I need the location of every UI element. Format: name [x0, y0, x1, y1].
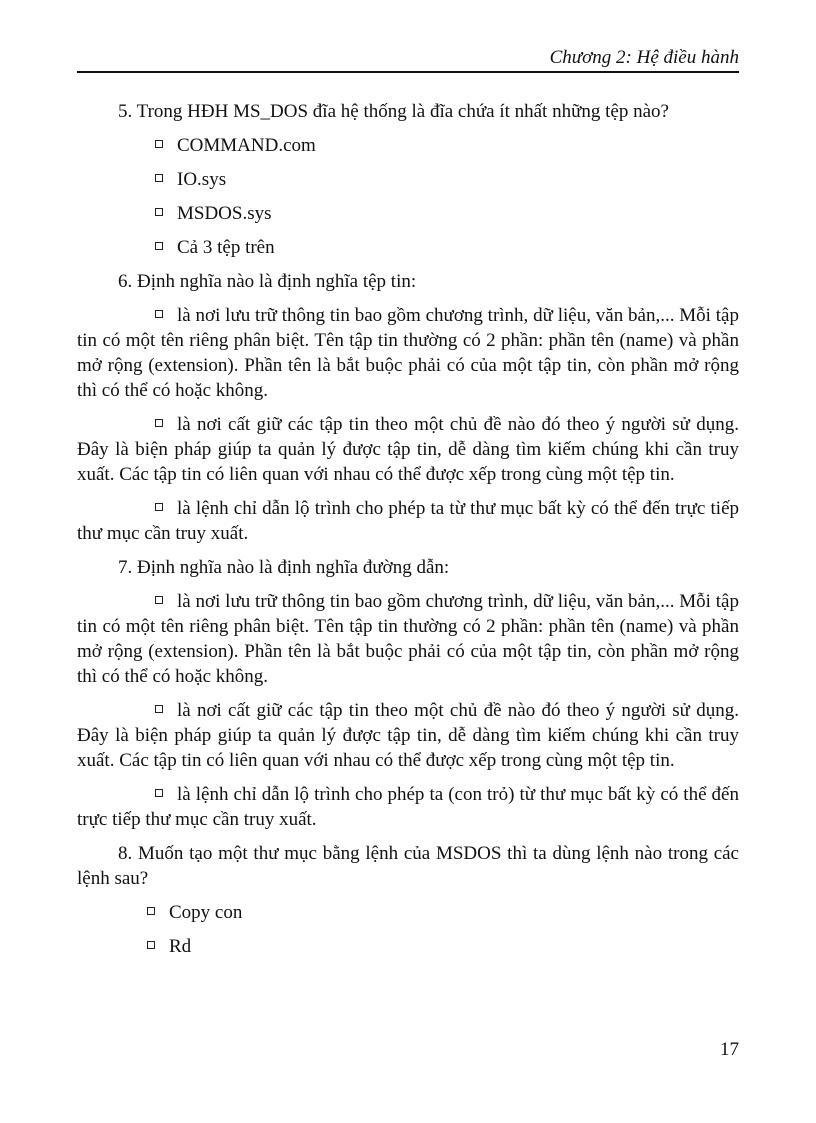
header-divider	[77, 71, 739, 73]
q8-option-2[interactable]: Rd	[77, 934, 739, 959]
q5-option-2[interactable]: IO.sys	[77, 167, 739, 192]
q7-option-1[interactable]: là nơi lưu trữ thông tin bao gồm chương trình, dữ liệu, văn bản,... Mỗi tập tin có một tên riêng phân biệt. Tên tập tin thường có 2 phần: phần tên (name) và phần mở rộng (extension). Phần tên là bắt buộc phải có của một tập tin, còn phần mở rộng thì có thể có hoặc không.	[77, 591, 739, 687]
question-7: 7. Định nghĩa nào là định nghĩa đường dẫn:	[118, 557, 450, 578]
checkbox-icon	[155, 596, 163, 604]
q7-option-3[interactable]: là lệnh chỉ dẫn lộ trình cho phép ta (con trỏ) từ thư mục bất kỳ có thể đến trực tiếp thư mục cần truy xuất.	[77, 784, 739, 830]
page-number: 17	[720, 1039, 739, 1060]
checkbox-icon	[155, 174, 163, 182]
question-5: 5. Trong HĐH MS_DOS đĩa hệ thống là đĩa chứa ít nhất những tệp nào?	[118, 101, 669, 122]
question-8: 8. Muốn tạo một thư mục bằng lệnh của MSDOS thì ta dùng lệnh nào trong các lệnh sau?	[77, 843, 739, 889]
q5-option-4[interactable]: Cả 3 tệp trên	[77, 235, 739, 260]
checkbox-icon	[155, 503, 163, 511]
page-content	[77, 99, 739, 968]
q7-option-2[interactable]: là nơi cất giữ các tập tin theo một chủ đề nào đó theo ý người sử dụng. Đây là biện pháp giúp ta quản lý được tập tin, dễ dàng tìm kiếm chúng khi cần truy xuất. Các tập tin có liên quan với nhau có thể được xếp trong cùng một tệp tin.	[77, 700, 739, 771]
q6-option-2[interactable]: là nơi cất giữ các tập tin theo một chủ đề nào đó theo ý người sử dụng. Đây là biện pháp giúp ta quản lý được tập tin, dễ dàng tìm kiếm chúng khi cần truy xuất. Các tập tin có liên quan với nhau có thể được xếp trong cùng một tệp tin.	[77, 414, 739, 485]
q8-option-1[interactable]: Copy con	[77, 900, 739, 925]
checkbox-icon	[155, 140, 163, 148]
checkbox-icon	[147, 907, 155, 915]
q6-option-1[interactable]: là nơi lưu trữ thông tin bao gồm chương trình, dữ liệu, văn bản,... Mỗi tập tin có một tên riêng phân biệt. Tên tập tin thường có 2 phần: phần tên (name) và phần mở rộng (extension). Phần tên là bắt buộc phải có của một tập tin, còn phần mở rộng thì có thể có hoặc không.	[77, 305, 739, 401]
checkbox-icon	[155, 208, 163, 216]
chapter-header: Chương 2: Hệ điều hành	[549, 47, 739, 68]
question-6: 6. Định nghĩa nào là định nghĩa tệp tin:	[118, 271, 417, 292]
checkbox-icon	[155, 705, 163, 713]
checkbox-icon	[155, 419, 163, 427]
checkbox-icon	[155, 789, 163, 797]
checkbox-icon	[155, 242, 163, 250]
checkbox-icon	[155, 310, 163, 318]
q6-option-3[interactable]: là lệnh chỉ dẫn lộ trình cho phép ta từ thư mục bất kỳ có thể đến trực tiếp thư mục cần truy xuất.	[77, 498, 739, 544]
q5-option-3[interactable]: MSDOS.sys	[77, 201, 739, 226]
q5-option-1[interactable]: COMMAND.com	[77, 133, 739, 158]
checkbox-icon	[147, 941, 155, 949]
